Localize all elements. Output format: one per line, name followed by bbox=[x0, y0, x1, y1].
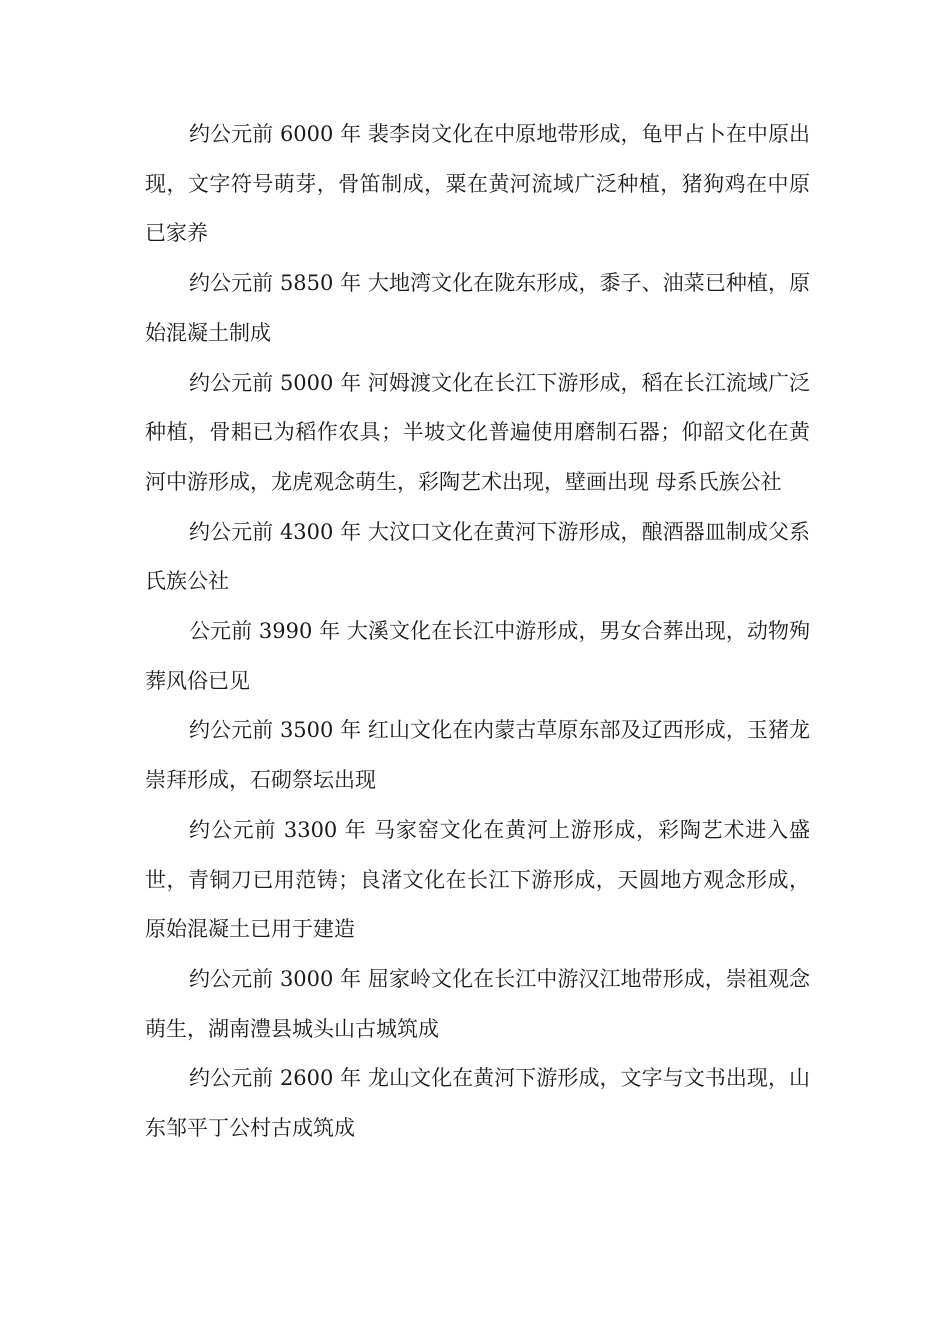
paragraph-hemudu: 约公元前 5000 年 河姆渡文化在长江下游形成，稻在长江流域广泛种植，骨耜已为稻作农具；半坡文化普遍使用磨制石器；仰韶文化在黄河中游形成，龙虎观念萌生，彩陶艺术出现，壁画出现 母系氏族公社 bbox=[145, 370, 810, 494]
paragraph-majiayao: 约公元前 3300 年 马家窑文化在黄河上游形成，彩陶艺术进入盛世，青铜刀已用范铸；良渚文化在长江下游形成，天圆地方观念形成，原始混凝土已用于建造 bbox=[145, 817, 810, 942]
paragraph-dadiwan: 约公元前 5850 年 大地湾文化在陇东形成，黍子、油菜已种植，原始混凝土制成 bbox=[145, 271, 810, 345]
paragraph-dawenkou: 约公元前 4300 年 大汶口文化在黄河下游形成，酿酒器皿制成父系氏族公社 bbox=[145, 519, 810, 594]
paragraph-hongshan: 约公元前 3500 年 红山文化在内蒙古草原东部及辽西形成，玉猪龙崇拜形成，石砌祭坛出现 bbox=[145, 718, 810, 793]
paragraph-peiligang: 约公元前 6000 年 裴李岗文化在中原地带形成，龟甲占卜在中原出现，文字符号萌芽，骨笛制成，粟在黄河流域广泛种植，猪狗鸡在中原已家养 bbox=[145, 122, 810, 246]
paragraph-longshan: 约公元前 2600 年 龙山文化在黄河下游形成，文字与文书出现，山东邹平丁公村古成筑成 bbox=[145, 1066, 810, 1141]
paragraph-qujialing: 约公元前 3000 年 屈家岭文化在长江中游汉江地带形成，崇祖观念萌生，湖南澧县城头山古城筑成 bbox=[145, 966, 810, 1041]
document-body bbox=[145, 110, 810, 1154]
paragraph-daxi: 公元前 3990 年 大溪文化在长江中游形成，男女合葬出现，动物殉葬风俗已见 bbox=[145, 619, 810, 693]
